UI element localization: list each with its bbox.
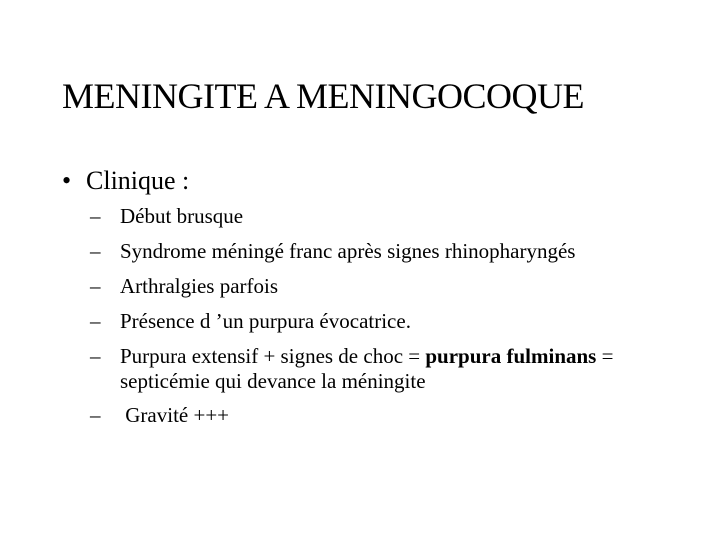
list-item	[90, 239, 690, 264]
item-text: Présence d ’un purpura évocatrice.	[120, 309, 411, 333]
dash-marker: –	[90, 239, 101, 263]
item-text: Syndrome méningé franc après signes rhinopharyngés	[120, 239, 576, 263]
slide-title: MENINGITE A MENINGOCOQUE	[62, 76, 584, 116]
dash-marker: –	[90, 344, 101, 368]
item-bold-text: purpura fulminans	[425, 344, 597, 368]
item-text: Début brusque	[120, 204, 244, 228]
dash-marker: –	[90, 309, 101, 333]
item-text-before: Purpura extensif + signes de choc =	[120, 344, 426, 368]
bullet-marker: •	[62, 166, 72, 195]
dash-marker: –	[90, 274, 101, 298]
dash-marker: –	[90, 204, 101, 228]
list-item	[90, 344, 690, 393]
list-item	[90, 403, 690, 428]
item-text: Gravité +++	[120, 403, 229, 427]
list-item	[90, 309, 690, 334]
list-item	[90, 204, 690, 229]
clinique-sub-list	[90, 204, 690, 438]
bullet-clinique	[62, 165, 189, 197]
bullet-label: Clinique :	[86, 166, 190, 195]
item-text-after: = septicémie qui devance la méningite	[120, 344, 614, 393]
list-item	[90, 274, 690, 299]
dash-marker: –	[90, 403, 101, 427]
item-text: Arthralgies parfois	[120, 274, 279, 298]
